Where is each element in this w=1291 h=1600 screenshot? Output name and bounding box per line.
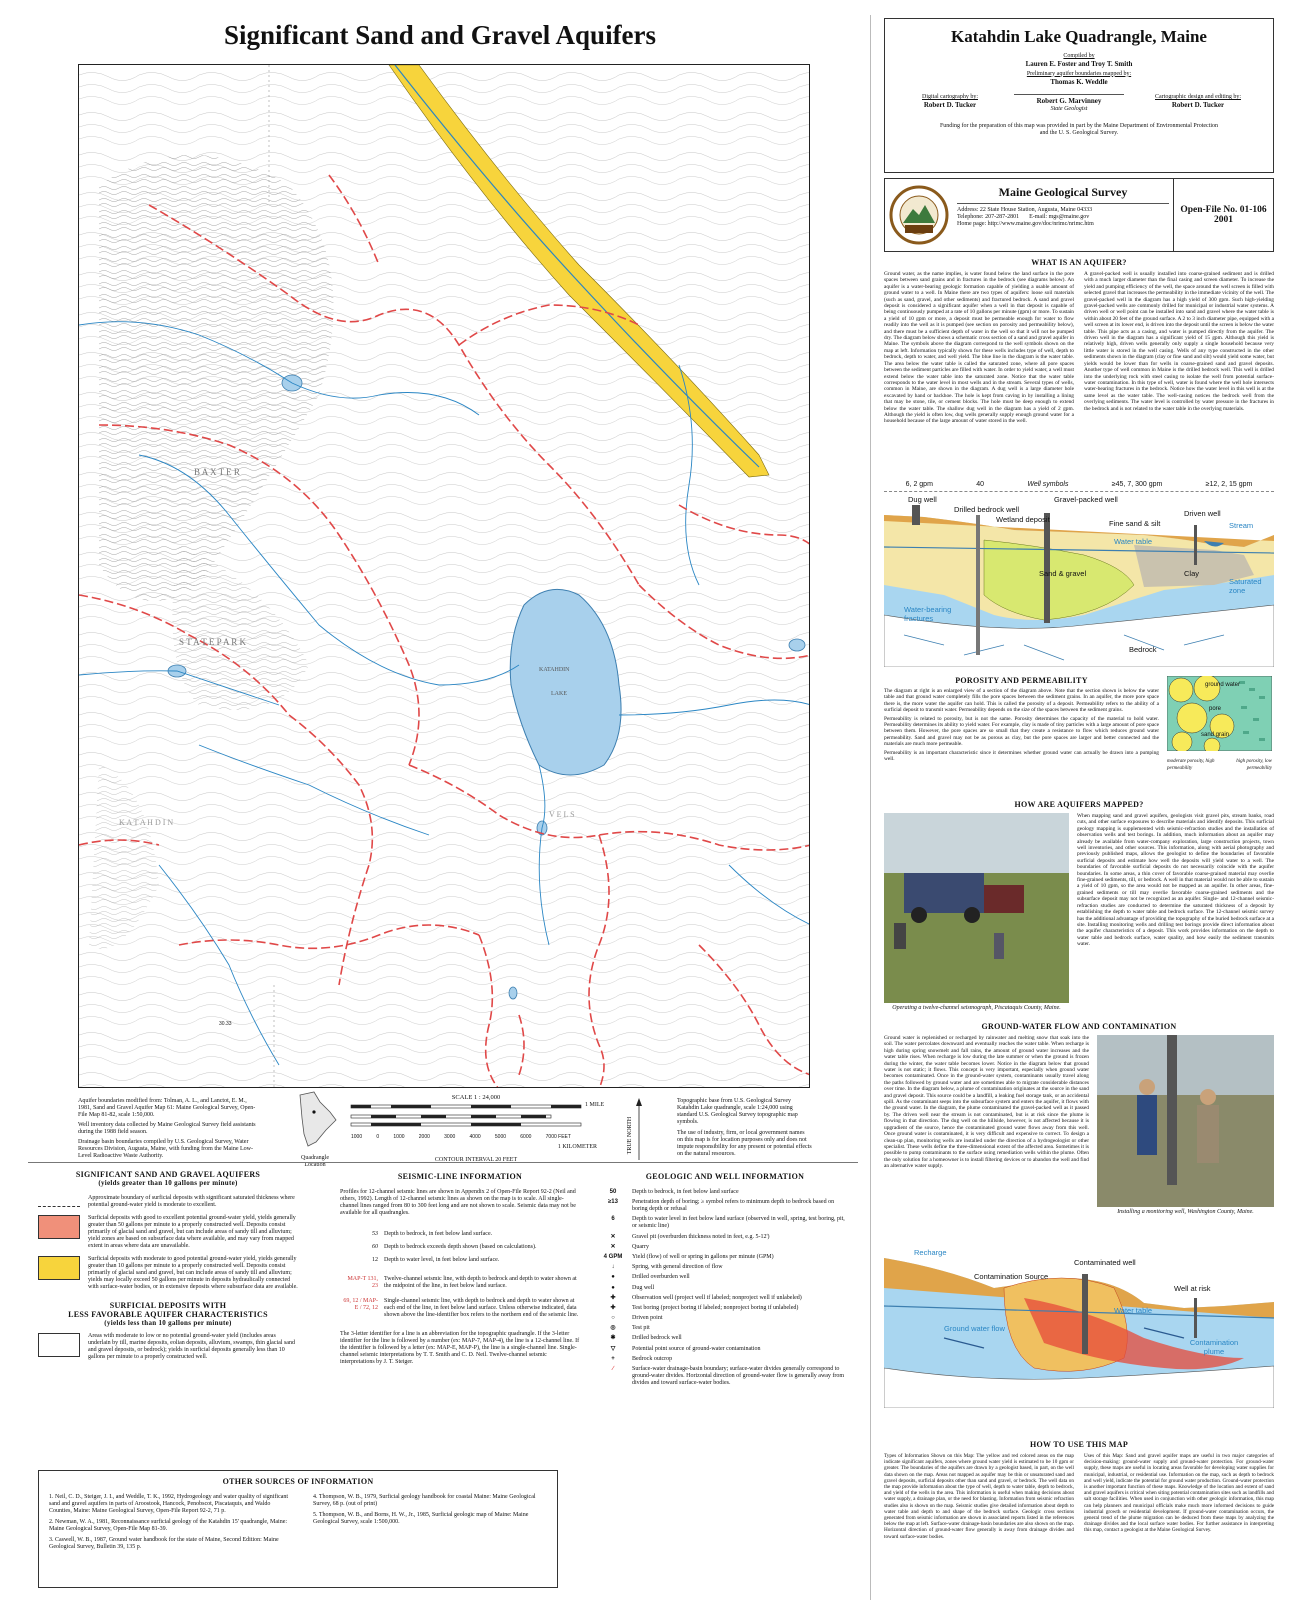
section-title: WHAT IS AN AQUIFER? [1031,258,1127,267]
section-title: HOW ARE AQUIFERS MAPPED? [1014,800,1144,809]
source-item: 3. Caswell, W. B., 1987, Ground water handbook for the state of Maine, Second Edition: Maine Geological Survey, Bulletin 39, 135 p. [49,1537,279,1550]
gw-flow-section [884,1022,1274,1216]
scale-km: 1 KILOMETER [557,1144,597,1150]
well-note: Well inventory data collected by Maine Geological Survey field assistants during the 1988 field season. [78,1122,256,1135]
tick-label: 1000 [393,1134,405,1140]
below-map-notes [78,1098,258,1162]
geo-text: Bedrock outcrop [632,1355,673,1362]
geo-symbol: ∕ [612,1366,614,1372]
geo-legend-row [600,1189,850,1196]
map-label-state-park: S T A T E P A R K [179,637,247,647]
tick-label: 7000 FEET [545,1134,571,1140]
scale-label: SCALE 1 : 24,000 [451,1094,501,1101]
geo-text: Driven point [632,1315,663,1322]
tick-label: 5000 [494,1134,507,1140]
contamination-diagram [884,1248,1274,1408]
sources-col [313,1494,543,1553]
porosity-captions [1167,758,1272,772]
geo-symbol: ✚ [610,1294,616,1301]
seismic-symbol: 12 [372,1257,378,1263]
boundary-swatch [38,1195,80,1207]
other-sources-box [38,1470,558,1588]
seismograph-photo [884,813,1069,1003]
sources-col [49,1494,289,1553]
diagram-label: Saturated zone [1229,577,1262,595]
geo-text: Quarry [632,1243,649,1250]
legend-text: Surficial deposits with moderate to good potential ground-water yield, yields generally greater than 10 gallons per minute to a properly constructed well. Deposits consist primarily of glacial sand and gravel, but can include areas of sandy till and alluvium; yields may locally exceed 50 gallons per minute in deposits hydraulically connected with surface-water bodies, or in extensive deposits where subsurface data are available. [88,1256,298,1290]
divider [870,15,871,1600]
geo-legend-row [600,1234,850,1241]
legend-text: Approximate boundary of surficial deposits with significant saturated thickness where potential ground-water yield is moderate to excellent. [88,1195,295,1208]
maine-outline-icon [290,1090,340,1150]
section-title: GROUND-WATER FLOW AND CONTAMINATION [981,1022,1177,1031]
how-to-text: Uses of this Map: Sand and gravel aquifer maps are useful in two major categories of decision-making: ground-water supply and ground-water protection. For ground-water supply, these maps are useful in locating areas favorable for developing water supplies for municipal, industrial, or residential use. Information on the map, such as depth to bedrock and well yield, indicate the potential for ground water production. Ground-water protection is another important function of these maps. Knowledge of the location and extent of sand and gravel aquifers is critical when siting potential contamination sites such as landfills and salt storage facilities. When used in conjunction with other geologic information, this map can help planners and municipal officials make much more informed decisions to guide industrial growth or residential development. If ground-water contamination occurs, the general trend of the plume migration can be deduced from these maps by analyzing the drainage divides and the local surface water bodies. For further assistance in interpreting this map, contact a geologist at the Maine Geological Survey. [1084,1453,1275,1534]
contour-interval: CONTOUR INTERVAL 20 FEET [434,1157,518,1163]
geo-symbol: ● [611,1284,615,1291]
mapped-text: When mapping sand and gravel aquifers, geologists visit gravel pits, stream banks, road cuts, and other surface exposures to describe materials and identify deposits. This surficial geology mapping is supplemented with seismic-refraction studies and the installation of observation wells and test borings. In addition, much information about an aquifer may already be available from water-company exploration, large construction projects, town well inventories, and other sources. This information, along with aerial photography and previously published maps, allows the geologist to define the boundaries of favorable surficial deposits and estimate how well the deposits will yield water to a well. The boundaries of favorable surficial deposits do not necessarily coincide with the aquifer boundaries. In some areas, a thin cover of favorable coarse-grained material may overlie fine-grained sediments, till, or bedrock. A well in that material would not be able to sustain a yield of 10 gpm, so the area would not be mapped as an aquifer. In other areas, fine-grained sediments or till may overlie favorable coarse-grained sediments and the subsurface deposit may not be recognized as an aquifer. Single- and 12-channel seismic-refraction studies are conducted to determine the saturated thickness of a deposit by establishing the depth to water table and bedrock surface. The 12-channel seismic survey has the additional advantage of providing the topography of the buried bedrock surface at a site. Installing monitoring wells and drilling test borings provide direct information about the aquifer characteristics of a deposit. This work provides information on the depth to water table and bedrock surface, water quality, and how easily the sediment transmits water. [1077,813,1274,948]
tick-label: 4000 [469,1134,481,1140]
geo-symbol: 6 [611,1216,615,1223]
porosity-paragraph: Permeability is an important characteristic since it determines whether ground water can actually be drawn into a pumping well. [884,749,1159,763]
credits-box [884,18,1274,173]
seismic-symbol: 69, 12 / MAP-E / 72, 12 [343,1298,378,1311]
tick-label: 6000 [520,1134,532,1140]
seismic-section [340,1172,580,1368]
credit-col [1133,94,1263,113]
flow-text: Ground water is replenished or recharged by rainwater and melting snow that soak into the soil. The water percolates downward and eventually reaches the water table. When recharge is high during spring snowmelt and fall rains, the amount of ground water increases and the water table rises. When recharge is low during the late summer or when the ground is frozen during the winter, the water table becomes lower. Notice in the diagram below that ground water is not static; it flows. This concept is very important, especially when ground water becomes contaminated. Once in the ground-water system, contaminants usually travel along the paths followed by ground water and are sometimes able to migrate considerable distances over time. In the diagram below, a plume of contamination originates at the source in the sand and gravel deposit. This source could be a landfill, a leaking fuel storage tank, or an accidental spill. As the contaminant seeps into the subsurface system and enters the aquifer, it flows with the ground water. In the diagram, the plume contaminated the gravel-packed well as it passed by. The driven well near the stream is not contaminated, but is at risk since the plume is flowing in that direction. The dug well on the hillside, however, is not affected because it is upgradient of the source, hence the contaminated ground water flows away from this well. Once ground water is contaminated, it is very difficult and expensive to correct. To design a clean-up plan, monitoring wells are installed under the direction of a hydrogeologist or other specialist. These wells define the three-dimensional extent of the affected area. Sometimes it is possible to pump contaminants to the surface using remediation wells within the plume. Often the only solution for a homeowner is to install filtering devices or to abandon the well and find an alternative water supply. [884,1035,1089,1170]
how-mapped-section [884,800,1274,1012]
geo-text: Depth to bedrock, in feet below land surface [632,1189,739,1195]
quadrangle-location [290,1090,340,1168]
geo-legend-row [600,1356,850,1363]
tick-label: 3000 [444,1134,456,1140]
credit-title: State Geologist [1050,105,1088,112]
geo-text: Test pit [632,1325,650,1332]
geo-symbol: ✕ [610,1243,616,1250]
diagram-label: Ground water flow [944,1324,1005,1333]
porosity-text [884,676,1159,772]
geo-symbol: ✱ [610,1335,616,1342]
what-is-aquifer-section [884,258,1274,427]
basin-note: Drainage basin boundaries compiled by U.S. Geological Survey, Water Resources Division, Augusta, Maine, with funding from the Maine Low-Level Radioactive Waste Authority. [78,1139,253,1159]
geo-symbol: ✚ [610,1304,616,1311]
geo-symbol: ✕ [610,1233,616,1240]
porosity-caption: high porosity, low permeability [1236,759,1272,771]
geo-symbol: ↓ [611,1264,615,1271]
monitoring-well-photo [1097,1035,1274,1207]
porosity-section [884,676,1274,772]
seismic-text: Twelve-channel seismic line, with depth to bedrock and depth to water shown at the midpoint of the line, in feet below land surface. [384,1276,577,1289]
geo-text: Penetration depth of boring; ≥ symbol refers to minimum depth to bedrock based on boring depth or refusal [632,1199,835,1213]
diagram-label: sand grain [1201,732,1230,738]
disclaimer: The use of industry, firm, or local government names on this map is for location purposes only and does not impute responsibility for any present or potential effects on the natural resources. [677,1130,812,1157]
credit-label: Cartographic design and editing by: [1155,94,1241,100]
diagram-label: Stream [1229,521,1254,530]
geo-title: GEOLOGIC AND WELL INFORMATION [645,1172,805,1181]
geo-legend-row [600,1346,850,1353]
diagram-label: Water table [1114,1306,1153,1315]
porosity-row [884,676,1274,772]
seismic-note: The 3-letter identifier for a line is an abbreviation for the topographic quadrangle. If the 3-letter identifier for the line is followed by a number (ex: MAP-7, MAP-4), the line is a 12-channel line. If the identifier is followed by a letter (ex: MAP-E, MAP-P), the line is a single-channel line. Single-channel seismic interpretations by T. T. Smith and C. D. Neil. Twelve-channel seismic interpretations by J. T. Steiger. [340,1331,580,1365]
moderate-aquifer-swatch [38,1256,80,1280]
geo-text: Spring, with general direction of flow [632,1264,723,1271]
geo-symbol: ◎ [610,1325,616,1332]
diagram-label: Driven well [1184,509,1221,518]
seismic-text: Depth to bedrock exceeds depth shown (based on calculations). [384,1244,537,1250]
funding-note: Funding for the preparation of this map was provided in part by the Maine Department of Environmental Protection and the U. S. Geological Survey. [939,122,1219,136]
diagram-label: Gravel-packed well [1054,495,1118,504]
how-to-text: Types of Information Shown on this Map: The yellow and red colored areas on the map indicate significant aquifers, zones where ground water yield is estimated to be 10 gpm or greater. The boundaries of the aquifers are drawn by a geologist based, in part, on the well data shown on the map. Areas not mapped as aquifer may be thin or unsaturated sand and gravel deposits, surficial deposits other than sand and gravel, or bedrock. The well data on the map provide information about the type of well, depth to water table, depth to bedrock, and yield of the wells in the area. This information is useful when making decisions about water supply, a drainage plan, or the need for blasting. Information from seismic refraction studies also is shown on the map. Seismic studies give detailed information about depth to water table and depth to and shape of the bedrock surface. Geologic cross sections generated from seismic information are shown in associated reports listed in the references below the map at left. Surface-water drainage-basin boundaries are also shown on the map. Horizontal direction of ground-water flow generally is away from drainage divides and toward surface-water bodies. [884,1453,1074,1540]
geo-text: Test boring (project boring if labeled; nonproject boring if unlabeled) [632,1304,799,1311]
well-symbol: 40 [976,481,985,488]
diagram-label: Clay [1184,569,1200,578]
source-item: 1. Neil, C. D., Steiger, J. I., and Weddle, T. K., 1992, Hydrogeology and water quality of significant sand and gravel aquifers in parts of Aroostook, Hancock, Penobscot, Piscataquis, and Waldo Counties, Maine: Maine Geological Survey, Open-File Report 92-2, 71 p. [49,1494,289,1514]
mgs-info [953,179,1173,251]
geo-symbol: ● [611,1274,615,1281]
aquifer-text: A gravel-packed well is usually installed into coarse-grained sediment and is drilled with a much larger diameter than the final casing and screen diameter. To increase the yield and pumping efficiency of the well, the space around the well screen is filled with selected gravel that increases the permeability in the immediate vicinity of the well. The gravel-packed well in the diagram has a high yield of 300 gpm. Such high-yielding gravel-packed wells are commonly drilled for municipal or industrial water systems. A driven well or well point can be installed into sand and gravel where the water table is within about 20 feet of the ground surface. A 2 to 3 inch diameter pipe, equipped with a well screen at its lower end, is driven into the deposit until the screen is below the water table. This pipe acts as a casing, and water is pumped directly from the aquifer. The driven well in the diagram has a significant yield of 15 gpm. Although this yield is relatively high, driven wells generally only supply a single household because very little water is stored in the well casing. Wells of any type constructed in the other sediments shown in the diagram (clay or fine sand and silt) would yield some water, but yields would be lower than for wells in coarse-grained sand and gravel deposits. Another type of well common in Maine is the drilled bedrock well. This well is drilled into the underlying rock with steel casing to isolate the well from potential surface-water contamination. In this type of well, water is found where the well hole intersects water-bearing fractures in the bedrock. Notice how the water level in this well is at the same level as the water table. The well-casing notices the bedrock well from the overlying sediments. The water level is controlled by water pressure in the fractures in the bedrock and is not related to the water table in the overlying materials. [1084,271,1275,412]
legend-row [38,1333,298,1361]
good-aquifer-swatch [38,1215,80,1239]
diagram-label: Bedrock [1129,645,1157,654]
true-north-arrow [627,1098,646,1162]
seismic-symbol: MAP-T 131, 23 [347,1276,378,1289]
geo-text: Potential point source of ground-water contamination [632,1345,761,1352]
mgs-telephone: Telephone: 207-287-2801 [957,214,1020,220]
seismic-title: SEISMIC-LINE INFORMATION [397,1172,523,1181]
credit-name: Thomas K. Weddle [1050,77,1108,86]
map-title: Significant Sand and Gravel Aquifers [223,20,657,50]
geo-text: Drilled overburden well [632,1274,690,1281]
scale-bar-graphic [345,1101,607,1129]
credit-col [1014,94,1124,113]
geologic-well-section [600,1172,850,1390]
diagram-label: Contamination Source [974,1272,1049,1281]
feet-ticks [351,1134,571,1140]
open-file-year: 2001 [1214,215,1233,225]
legend-subtitle: (yields greater than 10 gallons per minute) [98,1179,238,1187]
diagram-label: Recharge [914,1248,947,1257]
geo-legend-row [600,1325,850,1332]
porosity-paragraph: Permeability is related to porosity, but is not the same. Porosity determines the capacity of the material to hold water. Permeability determines its ability to yield water. For example, clay is made of tiny particles with a large amount of pore space between them. However, the pore spaces are so small that they create a resistance to flow which reduces ground water permeability. Sand and gravel may not be as porous as clay, but the pore spaces are larger and better connected and the materials are much more permeable. [884,715,1159,748]
geo-legend-row [600,1285,850,1292]
less-favorable-subtitle: (yields less than 10 gallons per minute) [104,1319,232,1327]
well-symbol: ≥45, 7, 300 gpm [1111,481,1163,488]
geo-legend-row [600,1366,850,1387]
true-north-label: TRUE NORTH [627,1116,634,1155]
credit-name: Robert G. Marvinney [1036,97,1102,105]
geo-text: Yield (flow) of well or spring in gallons per minute (GPM) [632,1253,774,1260]
topo-note: Topographic base from U.S. Geological Survey Katahdin Lake quadrangle, scale 1:24,000 using standard U.S. Geological Survey topographic map symbols. [677,1098,798,1125]
aquifer-cross-section [884,495,1274,667]
geo-text: Drilled bedrock well [632,1335,682,1342]
geo-legend-row [600,1305,850,1312]
photo-caption: Installing a monitoring well, Washington County, Maine. [1117,1209,1254,1215]
geo-legend-row [600,1254,850,1261]
open-file [1173,179,1273,251]
geo-legend-row [600,1335,850,1342]
well-symbols-bar [884,478,1274,492]
porosity-diagram [1167,676,1272,772]
credit-label: Compiled by [1063,53,1095,59]
seismic-symbol: 60 [372,1244,378,1250]
credit-name: Robert D. Tucker [923,101,977,109]
photo-illustration [884,813,1069,1003]
diagram-label: ground water [1205,682,1241,688]
contamination-graphic [884,1248,1274,1408]
mapped-row [884,813,1274,1012]
well-symbol: ≥12, 2, 15 gpm [1205,481,1253,488]
seismic-row [340,1244,580,1251]
mgs-homepage-link[interactable]: Home page: http://www.maine.gov/doc/nrimc/nrimc.htm [957,221,1094,227]
flow-row [884,1035,1274,1216]
geo-legend-row [600,1244,850,1251]
seismic-intro: Profiles for 12-channel seismic lines are shown in Appendix 2 of Open-File Report 92-2 (Neil and others, 1992). Length of 12-channel seismic lines as shown on the map is to scale. All single-channel lines ranged from 80 to 300 feet long and are not shown to scale. Seismic data may not be available for all quadrangles. [340,1189,576,1216]
divider [957,203,1169,204]
legend-text: Areas with moderate to low or no potential ground-water yield (includes areas underlain by till, marine deposits, eolian deposits, alluvium, swamps, thin glacial sand and gravel deposits, or bedrock); yields in surficial deposits generally less than 10 gallons per minute to a properly constructed well. [88,1333,295,1360]
less-favorable-title2: LESS FAVORABLE AQUIFER CHARACTERISTICS [68,1310,268,1319]
aquifer-text: Ground water, as the name implies, is water found below the land surface in the pore spaces between sand grains and in fractures in the bedrock (see diagrams below). An aquifer is a water-bearing geologic formation capable of yielding a usable amount of ground water to a well. In Maine there are two types of aquifers: loose soil materials (such as sand, gravel, and other sediments) and fractured bedrock. A sand and gravel deposit is considered a significant aquifer when a well in that deposit is capable of being continuously pumped at a rate of 10 gallons per minute (gpm) or more. To sustain a yield of 10 gpm or more, a deposit must be permeable enough for water to flow readily into the well as it is pumped (see section on porosity and permeability below), and there must be a sufficient depth of water in the well so that it will not be pumped dry. The diagram below shows a schematic cross section of a sand and gravel aquifer in Maine. The symbols above the diagram correspond to the well symbols shown on the map at left. Information typically shown for these wells includes type of well, depth to bedrock, depth to water, and well yield. The blue line in the diagram is the water table. The area below the water table is called the saturated zone, where all pore spaces between the sediment particles are filled with water. In order to yield water, a well must extend below the water table into the saturated zone. Notice that the water table corresponds to the water level in most wells and in the stream. Several types of wells, common in Maine, are shown in the diagram. A dug well is a large diameter hole excavated by hand or backhoe. The hole is kept from caving in by installing a lining that may be stone, tile, or cement blocks. The hole must be deep enough to extend below the water table. The shallow dug well in the diagram has a yield of 2 gpm. Although the yield is often low, dug wells generally supply enough ground water for a household because of the large amount of water stored in the well. [884,271,1074,425]
geo-text: Observation well (project well if labeled; nonproject well if unlabeled) [632,1294,802,1301]
mgs-contact [957,214,1169,221]
well-symbols-label: Well symbols [1027,481,1069,488]
tick-label: 2000 [418,1134,430,1140]
diagram-label: Dug well [908,495,937,504]
diagram-label: Drilled bedrock well [954,505,1020,514]
seismic-symbol: 53 [372,1231,378,1237]
tick-label: 1000 [351,1134,363,1140]
seal [885,179,953,251]
source-item: 2. Newman, W. A., 1981, Reconnaissance surficial geology of the Katahdin 15' quadrangle, Maine: Maine Geological Survey, Open-File Map 81-39. [49,1519,288,1532]
map-label-lake: LAKE [551,691,567,697]
seismic-row [340,1257,580,1264]
diagram-label: Well at risk [1174,1284,1211,1293]
mgs-name: Maine Geological Survey [998,185,1128,199]
credit-name: Robert D. Tucker [1171,101,1225,109]
map-canvas [79,65,810,1088]
porosity-paragraph: The diagram at right is an enlarged view of a section of the diagram above. Note that the section shown is below the water table and that ground water completely fills the pore spaces between the sediment grains. In an aquifer, the more pore space there is, the more water the aquifer can hold. This is called the porosity of a deposit. Permeability refers to the ability of a surficial deposit to transmit water. Permeability depends on the size of the spaces between the sediment grains. [884,688,1159,714]
seismic-text: Depth to water level, in feet below land surface. [384,1257,500,1263]
flow-photo-block [1097,1035,1274,1216]
how-to-columns [884,1453,1274,1542]
credit-row [895,94,1263,113]
geo-legend-row [600,1295,850,1302]
geo-legend-row [600,1264,850,1271]
geo-text: Surface-water drainage-basin boundary; surface-water divides generally correspond to ground-water divides. Horizontal direction of ground-water flow is generally away from divides and toward surface-water bodies. [632,1366,845,1386]
map-label-katahdin-lake: KATAHDIN [539,667,570,673]
mapped-photo-block [884,813,1069,1012]
mgs-box [884,178,1274,252]
topo-notes [677,1098,812,1160]
diagram-label: Water-bearing fractures [904,605,952,623]
geo-text: Gravel pit (overburden thickness noted in feet, e.g. 5-12') [632,1233,770,1240]
photo-caption: Operating a twelve-channel seismograph, Piscataquis County, Maine. [892,1005,1061,1011]
source-item: 5. Thompson, W. B., and Borns, H. W., Jr., 1985, Surficial geologic map of Maine: Maine Geological Survey, scale 1:500,000. [313,1512,529,1525]
legend-row [38,1215,298,1250]
sources-columns [49,1494,547,1553]
geo-symbol: 50 [609,1189,617,1195]
photo-illustration [1097,1035,1274,1207]
elevation-marker: 30.33 [219,1021,232,1027]
scale-mile: 1 MILE [585,1102,605,1108]
well-symbol: 6, 2 gpm [905,481,933,488]
diagram-label: Contaminated well [1074,1258,1136,1267]
diagram-label: Contamination plume [1189,1338,1239,1356]
maine-seal-icon [889,185,949,245]
geo-legend-row [600,1274,850,1281]
legend-row [38,1195,298,1209]
geo-legend-row [600,1315,850,1322]
geo-symbol: ≥13 [608,1199,618,1206]
seismic-row [340,1276,580,1290]
diagram-label: Sand & gravel [1039,569,1087,578]
geo-legend-row [600,1216,850,1230]
map-label-katahdin: K A T A H D I N [119,818,174,827]
topographic-map[interactable] [78,64,810,1088]
divider [28,1162,858,1163]
how-to-use-section [884,1440,1274,1542]
quad-title: Katahdin Lake Quadrangle, Maine [951,27,1207,46]
sources-title: OTHER SOURCES OF INFORMATION [222,1477,374,1486]
legend-text: Surficial deposits with good to excellent potential ground-water yield, yields generally greater than 50 gallons per minute to a properly constructed well. Deposits consist primarily of glacial sand and gravel, but can include areas of sandy till and alluvium; yield zones are based on subsurface data where available, and may vary from mapped extent in areas where data are unavailable. [88,1215,296,1249]
credit-label: Digital cartography by: [922,94,978,100]
section-title: POROSITY AND PERMEABILITY [955,676,1088,685]
boundaries-note: Aquifer boundaries modified from: Tolman, A. L., and Lanctot, E. M., 1981, Sand and Gravel Aquifer Map 61: Maine Geological Survey, Open-File Map 81-82, scale 1:50,000. [78,1098,256,1118]
diagram-label: Wetland deposit [996,515,1050,524]
diagram-label: pore [1209,706,1222,712]
quad-location-label: Quadrangle Location [301,1155,329,1168]
aquifer-legend [38,1170,298,1361]
seismic-text: Single-channel seismic line, with depth to bedrock and depth to water shown at each end of the line, in feet below land surface. Unless otherwise indicated, data shown above the line-identifier box refers to the northern end of the seismic line. [384,1298,579,1318]
aquifer-columns [884,271,1274,427]
credit-label: Preliminary aquifer boundaries mapped by: [1026,70,1132,77]
tick-label: 0 [376,1134,380,1140]
map-label-vels: V E L S [549,810,575,819]
legend-row [38,1256,298,1291]
diagram-label: Fine sand & silt [1109,519,1161,528]
geo-symbol: 4 GPM [603,1253,623,1260]
scale-bar [345,1094,607,1164]
geo-symbol: ○ [611,1315,615,1322]
open-file-number: Open-File No. 01-106 [1180,205,1267,215]
section-title: HOW TO USE THIS MAP [1029,1440,1129,1449]
seismic-text: Depth to bedrock, in feet below land surface. [384,1231,493,1237]
geo-symbol: + [611,1355,615,1362]
geo-text: Depth to water level in feet below land surface (observed in well, spring, test boring, pit, or seismic line) [632,1216,845,1230]
source-item: 4. Thompson, W. B., 1979, Surficial geology handbook for coastal Maine: Maine Geological Survey, 68 p. (out of print) [313,1494,536,1507]
credit-name: Lauren E. Foster and Troy T. Smith [1025,60,1133,68]
low-yield-swatch [38,1333,80,1357]
porosity-caption: moderate porosity, high permeability [1167,759,1215,771]
legend-title: SIGNIFICANT SAND AND GRAVEL AQUIFERS [75,1170,261,1179]
cross-section-diagram [884,495,1274,667]
diagram-label: Water table [1114,537,1153,546]
mgs-email[interactable]: E-mail: mgs@maine.gov [1029,214,1090,220]
mgs-address: Address: 22 State House Station, Augusta, Maine 04333 [957,207,1093,213]
map-label-baxter: B A X T E R [194,467,240,477]
credit-col [895,94,1005,113]
seismic-row [340,1231,580,1238]
seismic-row [340,1298,580,1319]
geo-legend-row [600,1199,850,1213]
less-favorable-title: SURFICIAL DEPOSITS WITH [109,1301,227,1310]
geo-text: Dug well [632,1284,655,1291]
geo-rows [600,1189,850,1387]
geo-symbol: ▽ [610,1345,616,1352]
